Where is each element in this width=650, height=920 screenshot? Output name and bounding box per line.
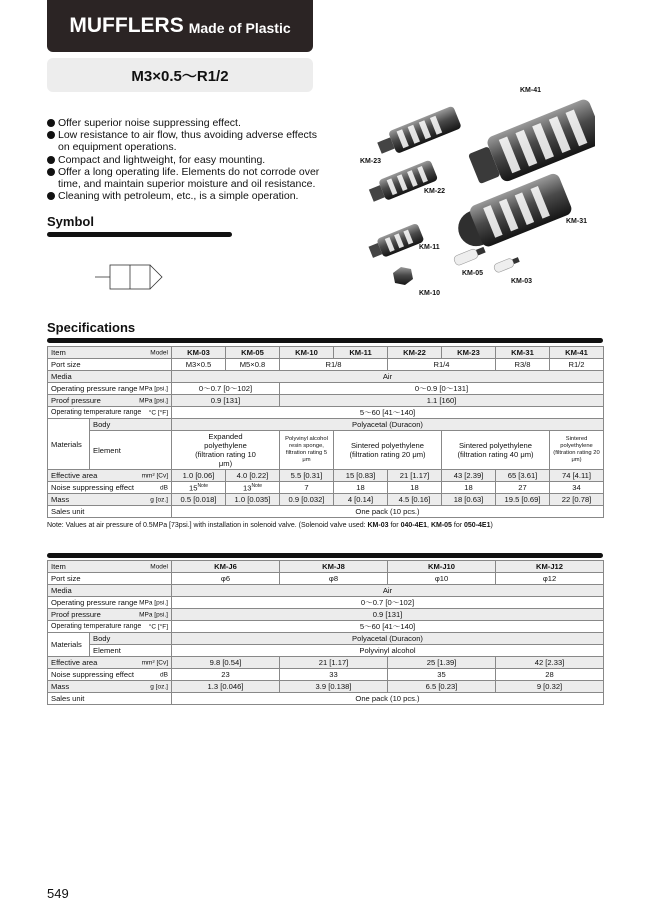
model-header: KM-03: [172, 347, 226, 359]
label-km-31: KM-31: [566, 218, 588, 225]
cell: 0.9 [131]: [172, 609, 604, 621]
cell: 27: [496, 482, 550, 494]
cell: 9 [0.32]: [496, 681, 604, 693]
cell: 28: [496, 669, 604, 681]
cell: One pack (10 pcs.): [172, 506, 604, 518]
page-title: [47, 0, 313, 52]
row-label: Port size: [48, 359, 172, 371]
model-header: KM-05: [226, 347, 280, 359]
feature-list: [47, 117, 327, 202]
cell: 21 [1.17]: [388, 470, 442, 482]
cell: R1/2: [550, 359, 604, 371]
cell: Air: [172, 371, 604, 383]
cell: R3/8: [496, 359, 550, 371]
cell: 5.5 [0.31]: [280, 470, 334, 482]
cell: 0～0.7 [0～102]: [172, 597, 604, 609]
cell: 9.8 [0.54]: [172, 657, 280, 669]
cell: 0～0.9 [0～131]: [280, 383, 604, 395]
cell: 4.5 [0.16]: [388, 494, 442, 506]
row-label: Media: [48, 371, 172, 383]
model-header: KM-22: [388, 347, 442, 359]
cell: 35: [388, 669, 496, 681]
cell: 1.1 [160]: [280, 395, 604, 407]
row-label: Materials: [48, 419, 90, 470]
item-model-cell: Item Model: [48, 347, 172, 359]
row-label: Body: [90, 633, 172, 645]
cell: 1.0 [0.06]: [172, 470, 226, 482]
row-label: Effective area mm² [Cv]: [48, 470, 172, 482]
cell: Polyacetal (Duracon): [172, 633, 604, 645]
cell: 15 [0.83]: [334, 470, 388, 482]
model-header: KM-J10: [388, 561, 496, 573]
cell: 34: [550, 482, 604, 494]
row-label: Proof pressure MPa [psi.]: [48, 609, 172, 621]
title-main: MUFFLERS: [69, 14, 184, 37]
product-photo: [345, 85, 595, 300]
cell: $15^{Note}$: [172, 482, 226, 494]
cell: Polyacetal (Duracon): [172, 419, 604, 431]
row-label: Effective area mm² [Cv]: [48, 657, 172, 669]
feature-item: Offer a long operating life. Elements do not corrode over time, and maintain superior moisture and oil resistance.: [47, 166, 327, 190]
feature-item: Offer superior noise suppressing effect.: [47, 117, 327, 129]
model-header: KM-10: [280, 347, 334, 359]
cell: 0.5 [0.018]: [172, 494, 226, 506]
row-label: Element: [90, 645, 172, 657]
label-km-05: KM-05: [462, 270, 484, 277]
row-label: Noise suppressing effect dB: [48, 669, 172, 681]
row-label: Element: [90, 431, 172, 470]
cell: 0.9 [131]: [172, 395, 280, 407]
row-label: Operating temperature range °C [°F]: [48, 407, 172, 419]
label-km-23: KM-23: [360, 158, 382, 165]
symbol-bar: [47, 232, 232, 237]
model-header: KM-J6: [172, 561, 280, 573]
cell: R1/4: [388, 359, 496, 371]
cell: 18: [388, 482, 442, 494]
cell: 18: [442, 482, 496, 494]
row-label: Mass g [oz.]: [48, 494, 172, 506]
cell: 22 [0.78]: [550, 494, 604, 506]
muffler-symbol-icon: [95, 260, 175, 294]
row-label: Body: [90, 419, 172, 431]
row-label: Materials: [48, 633, 90, 657]
cell: Sintered polyethylene (filtration rating 40 μm): [442, 431, 550, 470]
cell: 42 [2.33]: [496, 657, 604, 669]
row-label: Mass g [oz.]: [48, 681, 172, 693]
cell: Polyvinyl alcohol: [172, 645, 604, 657]
specs-heading: Specifications: [47, 320, 136, 335]
label-km-22: KM-22: [424, 188, 446, 195]
cell: 43 [2.39]: [442, 470, 496, 482]
cell: 1.3 [0.046]: [172, 681, 280, 693]
row-label: Operating pressure range MPa [psi.]: [48, 383, 172, 395]
row-label: Proof pressure MPa [psi.]: [48, 395, 172, 407]
cell: 0.9 [0.032]: [280, 494, 334, 506]
cell: 18: [334, 482, 388, 494]
cell: 3.9 [0.138]: [280, 681, 388, 693]
row-label: Sales unit: [48, 506, 172, 518]
cell: 74 [4.11]: [550, 470, 604, 482]
feature-item: Compact and lightweight, for easy mounting.: [47, 154, 327, 166]
page-number: 549: [47, 886, 69, 901]
cell: 1.0 [0.035]: [226, 494, 280, 506]
cell: 5～60 [41～140]: [172, 621, 604, 633]
row-label: Media: [48, 585, 172, 597]
cell: φ8: [280, 573, 388, 585]
model-header: KM-23: [442, 347, 496, 359]
model-header: KM-J12: [496, 561, 604, 573]
feature-item: Cleaning with petroleum, etc., is a simple operation.: [47, 190, 327, 202]
spec-table-kmj: [47, 560, 604, 705]
model-header: KM-11: [334, 347, 388, 359]
cell: 21 [1.17]: [280, 657, 388, 669]
cell: 65 [3.61]: [496, 470, 550, 482]
cell: 33: [280, 669, 388, 681]
row-label: Operating temperature range °C [°F]: [48, 621, 172, 633]
row-label: Operating pressure range MPa [psi.]: [48, 597, 172, 609]
label-km-41: KM-41: [520, 87, 542, 94]
cell: Air: [172, 585, 604, 597]
row-label: Noise suppressing effect dB: [48, 482, 172, 494]
cell: One pack (10 pcs.): [172, 693, 604, 705]
cell: M3×0.5: [172, 359, 226, 371]
model-header: KM-31: [496, 347, 550, 359]
label-km-11: KM-11: [419, 244, 440, 251]
cell: 19.5 [0.69]: [496, 494, 550, 506]
label-km-03: KM-03: [511, 278, 533, 285]
size-range: M3×0.5～R1/2: [47, 58, 313, 92]
item-model-cell: Item Model: [48, 561, 172, 573]
cell: 23: [172, 669, 280, 681]
cell: $13^{Note}$: [226, 482, 280, 494]
feature-item: Low resistance to air flow, thus avoiding adverse effects on equipment operations.: [47, 129, 327, 153]
label-km-10: KM-10: [419, 290, 441, 297]
cell: 7: [280, 482, 334, 494]
cell: Sintered polyethylene (filtration rating 20 μm): [334, 431, 442, 470]
spec-table-km: [47, 346, 604, 518]
cell: φ10: [388, 573, 496, 585]
cell: 4 [0.14]: [334, 494, 388, 506]
cell: 18 [0.63]: [442, 494, 496, 506]
cell: Sintered polyethylene (filtration rating 20 μm): [550, 431, 604, 470]
cell: 5～60 [41～140]: [172, 407, 604, 419]
cell: Polyvinyl alcohol resin sponge, filtration rating 5 μm: [280, 431, 334, 470]
cell: R1/8: [280, 359, 388, 371]
cell: M5×0.8: [226, 359, 280, 371]
cell: 4.0 [0.22]: [226, 470, 280, 482]
symbol-heading: Symbol: [47, 214, 94, 229]
table-note: Note: Values at air pressure of 0.5MPa [73psi.] with installation in solenoid valve. (Solenoid valve used: KM-03 for 040-4E1, KM-05 for 050-4E1): [47, 522, 493, 529]
title-sub: Made of Plastic: [188, 19, 291, 36]
cell: 0～0.7 [0～102]: [172, 383, 280, 395]
cell: Expanded polyethylene (filtration rating 10 μm): [172, 431, 280, 470]
specs2-bar: [47, 553, 603, 558]
row-label: Port size: [48, 573, 172, 585]
cell: 25 [1.39]: [388, 657, 496, 669]
row-label: Sales unit: [48, 693, 172, 705]
model-header: KM-J8: [280, 561, 388, 573]
model-header: KM-41: [550, 347, 604, 359]
cell: φ12: [496, 573, 604, 585]
cell: φ6: [172, 573, 280, 585]
specs-bar: [47, 338, 603, 343]
cell: 6.5 [0.23]: [388, 681, 496, 693]
